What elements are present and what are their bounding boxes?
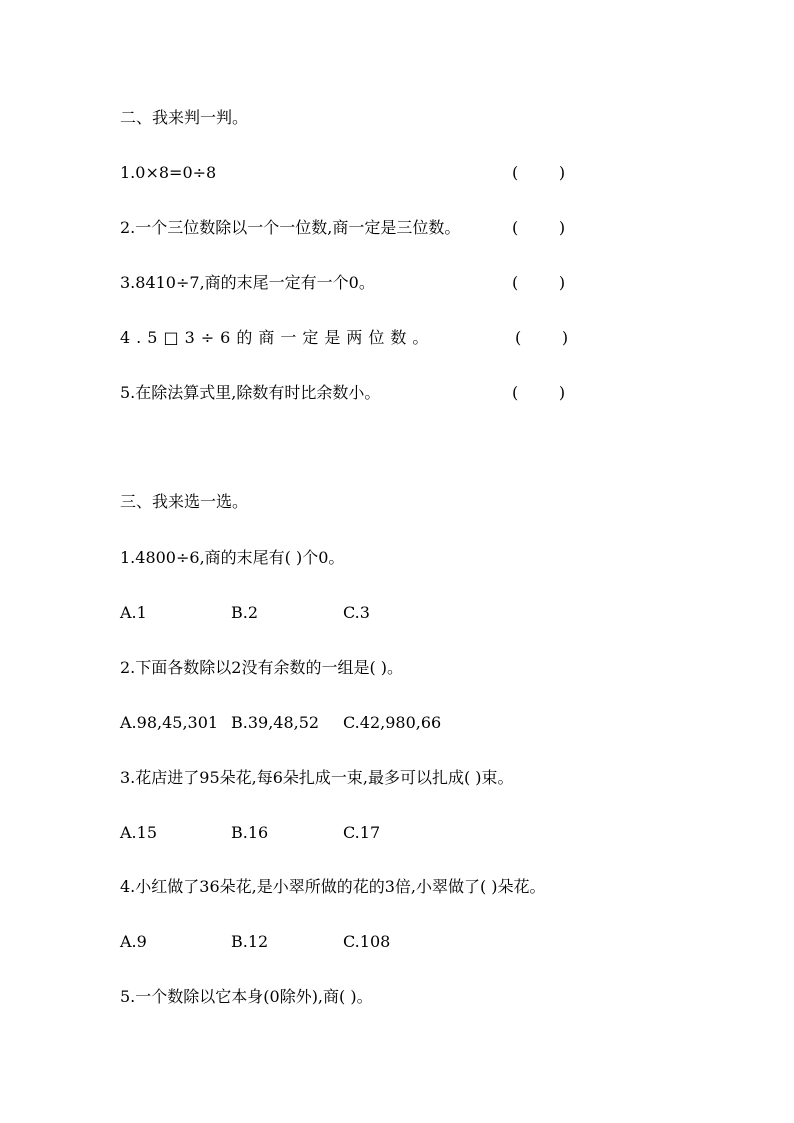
section3-heading: 三、我来选一选。	[120, 492, 249, 511]
choice-question-2: 2.下面各数除以2没有余数的一组是( )。	[120, 658, 404, 677]
choice-question-3: 3.花店进了95朵花,每6朵扎成一束,最多可以扎成( )束。	[120, 768, 514, 787]
judge-answer-blank-4[interactable]: ( )	[515, 328, 569, 347]
choice-4-option-c[interactable]: C.108	[343, 932, 391, 951]
judge-item-4: 4.5□3÷6的商一定是两位数。	[120, 328, 435, 347]
judge-item-1: 1.0×8=0÷8	[120, 163, 217, 182]
judge-item-3: 3.8410÷7,商的末尾一定有一个0。	[120, 273, 375, 292]
choice-1-option-c[interactable]: C.3	[343, 603, 370, 622]
judge-item-2: 2.一个三位数除以一个一位数,商一定是三位数。	[120, 218, 461, 237]
choice-1-option-b[interactable]: B.2	[231, 603, 259, 622]
choice-4-option-a[interactable]: A.9	[120, 932, 147, 951]
judge-item-5: 5.在除法算式里,除数有时比余数小。	[120, 383, 381, 402]
judge-answer-blank-2[interactable]: ( )	[512, 218, 566, 237]
choice-2-option-a[interactable]: A.98,45,301	[120, 713, 219, 732]
judge-answer-blank-3[interactable]: ( )	[512, 273, 566, 292]
choice-question-4: 4.小红做了36朵花,是小翠所做的花的3倍,小翠做了( )朵花。	[120, 877, 546, 896]
choice-3-option-a[interactable]: A.15	[120, 823, 157, 842]
choice-2-option-c[interactable]: C.42,980,66	[343, 713, 442, 732]
choice-question-1: 1.4800÷6,商的末尾有( )个0。	[120, 548, 345, 567]
choice-1-option-a[interactable]: A.1	[120, 603, 147, 622]
section2-heading: 二、我来判一判。	[120, 108, 249, 127]
choice-3-option-b[interactable]: B.16	[231, 823, 269, 842]
judge-answer-blank-1[interactable]: ( )	[512, 163, 566, 182]
choice-3-option-c[interactable]: C.17	[343, 823, 381, 842]
choice-4-option-b[interactable]: B.12	[231, 932, 269, 951]
choice-2-option-b[interactable]: B.39,48,52	[231, 713, 320, 732]
choice-question-5: 5.一个数除以它本身(0除外),商( )。	[120, 987, 373, 1006]
judge-answer-blank-5[interactable]: ( )	[512, 383, 566, 402]
